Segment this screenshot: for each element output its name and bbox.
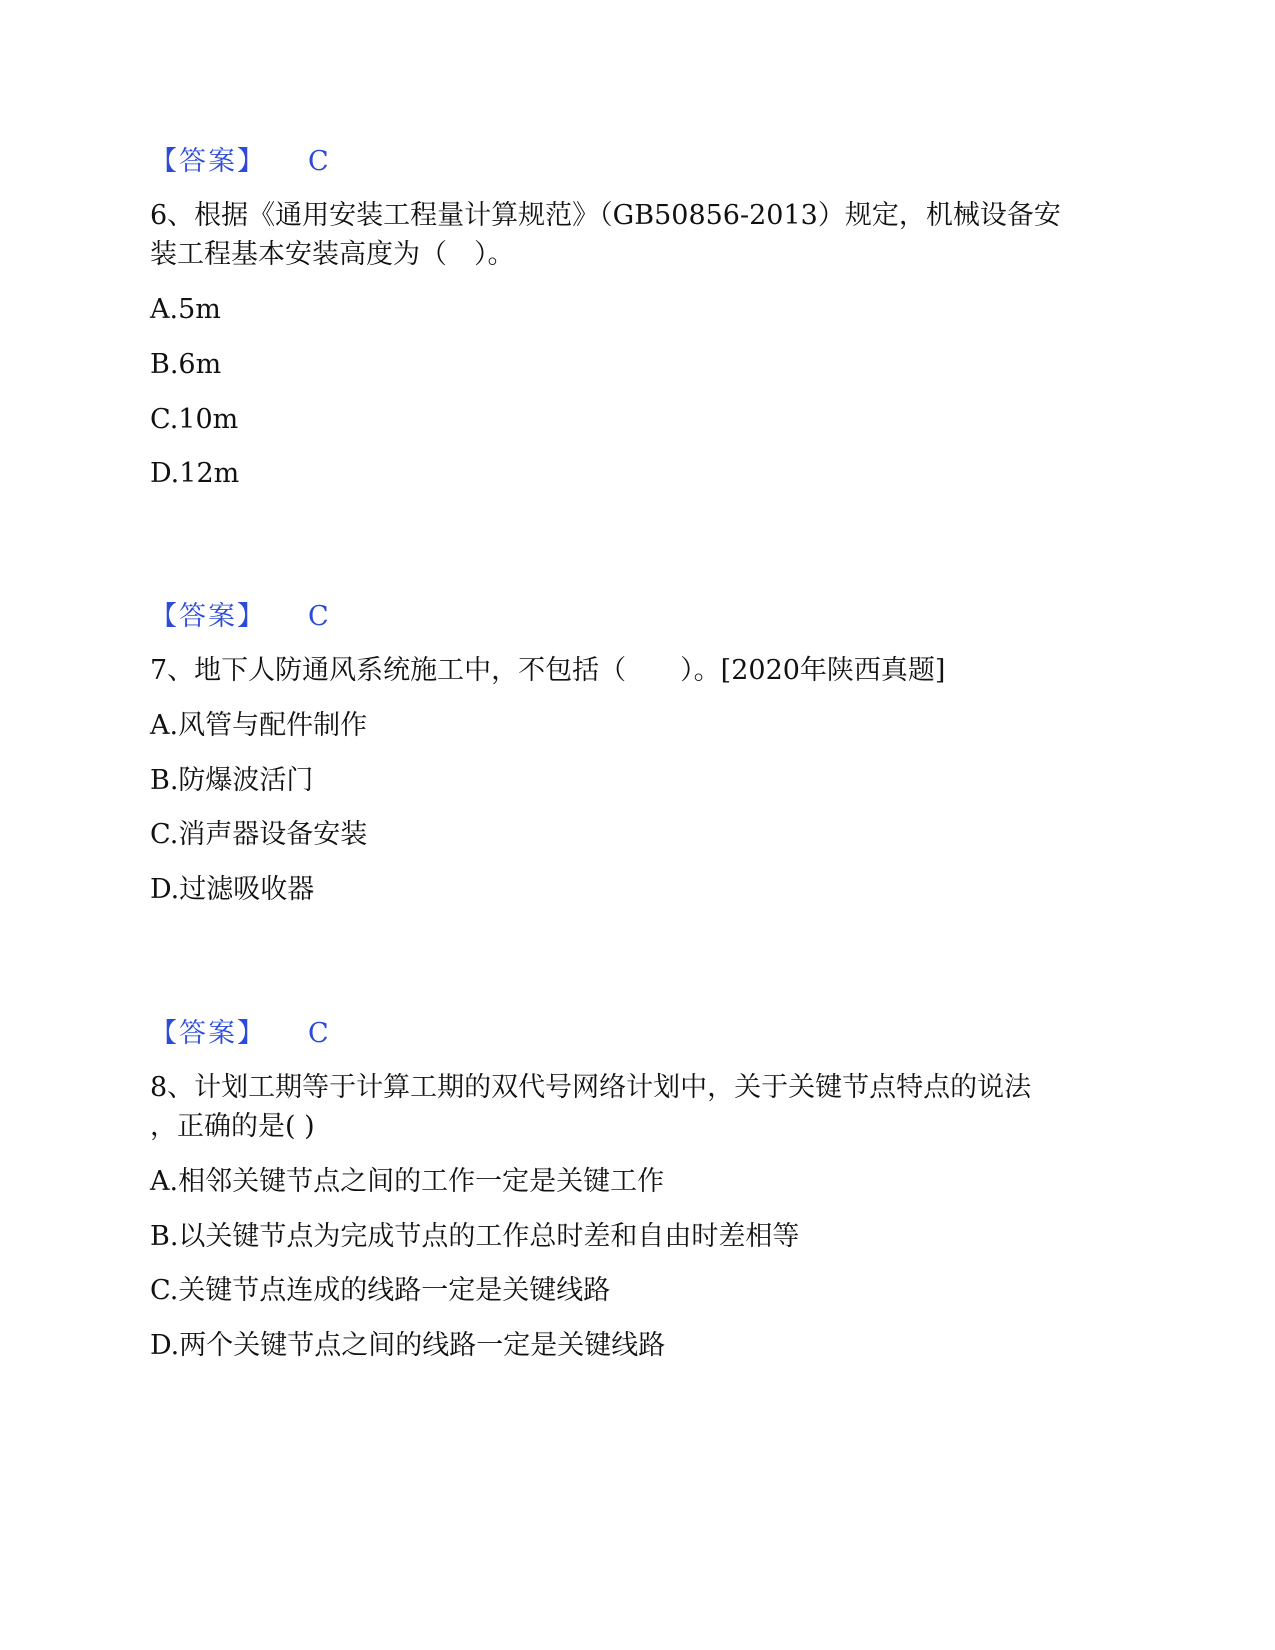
question-stem: 7、地下人防通风系统施工中，不包括（ ）。[2020年陕西真题] — [150, 655, 946, 686]
answer-value: C — [308, 601, 329, 632]
option-c: C.关键节点连成的线路一定是关键线路 — [150, 1275, 611, 1306]
question-stem: 装工程基本安装高度为（ ）。 — [150, 239, 515, 270]
option-a: A.风管与配件制作 — [150, 710, 368, 741]
option-c: C.10m — [150, 404, 239, 435]
option-c: C.消声器设备安装 — [150, 819, 368, 850]
answer-value: C — [308, 1018, 329, 1049]
answer-value: C — [308, 146, 329, 177]
option-b: B.以关键节点为完成节点的工作总时差和自由时差相等 — [150, 1221, 800, 1252]
question-stem: 6、根据《通用安装工程量计算规范》（GB50856-2013）规定，机械设备安 — [150, 200, 1061, 231]
answer-row — [150, 142, 450, 182]
answer-label: 【答案】 — [150, 1018, 266, 1049]
answer-label: 【答案】 — [150, 601, 266, 632]
option-d: D.两个关键节点之间的线路一定是关键线路 — [150, 1330, 666, 1361]
question-stem: 8、计划工期等于计算工期的双代号网络计划中，关于关键节点特点的说法 — [150, 1072, 1032, 1103]
option-d: D.过滤吸收器 — [150, 874, 315, 905]
answer-label: 【答案】 — [150, 146, 266, 177]
option-a: A.相邻关键节点之间的工作一定是关键工作 — [150, 1166, 665, 1197]
option-b: B.6m — [150, 349, 222, 380]
option-a: A.5m — [150, 294, 221, 325]
question-stem: ，正确的是( ) — [150, 1111, 315, 1142]
answer-row — [150, 597, 450, 637]
option-d: D.12m — [150, 458, 240, 489]
answer-row — [150, 1014, 450, 1054]
option-b: B.防爆波活门 — [150, 765, 314, 796]
